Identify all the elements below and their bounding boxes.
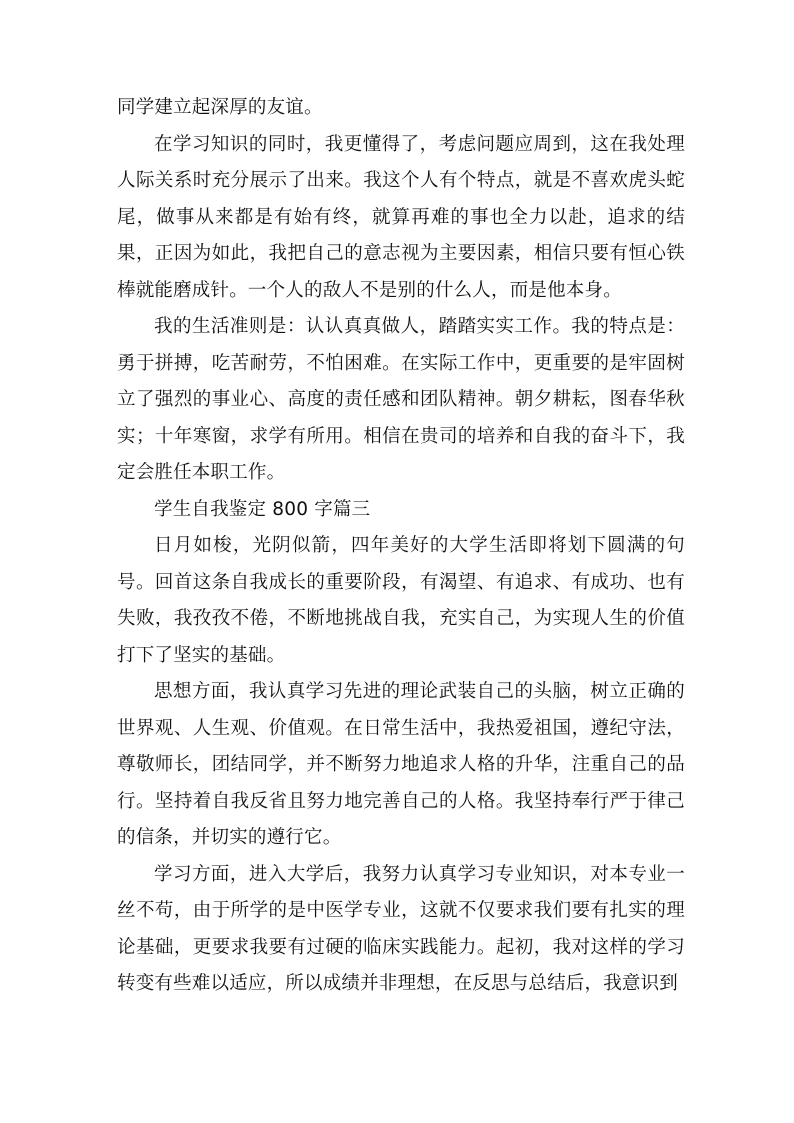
section-heading: 学生自我鉴定 800 字篇三 <box>154 498 371 520</box>
paragraph-life-principles: 我的生活准则是：认认真真做人，踏踏实实工作。我的特点是：勇于拼搏，吃苦耐劳，不怕困难。在实际工作中，更重要的是牢固树立了强烈的事业心、高度的责任感和团队精神。朝夕耕耘，图春华秋实；十年寒窗，求学有所用。相信在贵司的培养和自我的奋斗下，我定会胜任本职工作。 <box>117 316 685 483</box>
paragraph-interpersonal: 在学习知识的同时，我更懂得了，考虑问题应周到，这在我处理人际关系时充分展示了出来。我这个人有个特点，就是不喜欢虎头蛇尾，做事从来都是有始有终，就算再难的事也全力以赴，追求的结果，正因为如此，我把自己的意志视为主要因素，相信只要有恒心铁棒就能磨成针。一个人的敌人不是别的什么人，而是他本身。 <box>117 133 685 301</box>
paragraph-university-life: 日月如梭，光阴似箭，四年美好的大学生活即将划下圆满的句号。回首这条自我成长的重要阶段，有渴望、有追求、有成功、也有失败，我孜孜不倦，不断地挑战自我，充实自己，为实现人生的价值打下了坚实的基础。 <box>117 535 685 666</box>
document-body <box>117 90 685 1003</box>
paragraph-ideology: 思想方面，我认真学习先进的理论武装自己的头脑，树立正确的世界观、人生观、价值观。在日常生活中，我热爱祖国，遵纪守法，尊敬师长，团结同学，并不断努力地追求人格的升华，注重自己的品行。坚持着自我反省且努力地完善自己的人格。我坚持奉行严于律己的信条，并切实的遵行它。 <box>117 681 685 848</box>
paragraph-continuation: 同学建立起深厚的友谊。 <box>117 97 323 118</box>
paragraph-study: 学习方面，进入大学后，我努力认真学习专业知识，对本专业一丝不苟，由于所学的是中医学专业，这就不仅要求我们要有扎实的理论基础，更要求我要有过硬的临床实践能力。起初，我对这样的学习转变有些难以适应，所以成绩并非理想，在反思与总结后，我意识到 <box>117 863 685 994</box>
